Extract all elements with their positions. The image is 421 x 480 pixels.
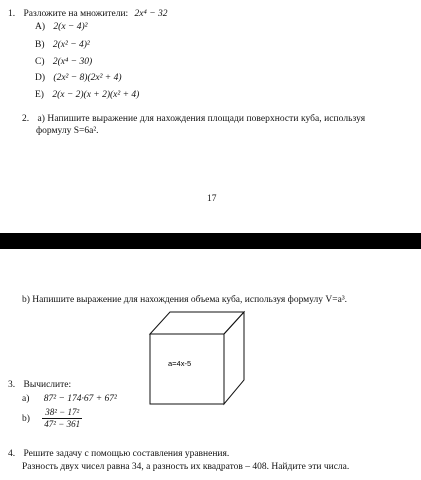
option-c-letter: C) xyxy=(35,57,45,67)
option-e-expression: 2(x − 2)(x + 2)(x² + 4) xyxy=(52,90,140,100)
option-b-expression: 2(x² − 4)² xyxy=(52,40,90,50)
problem-3b-fraction xyxy=(42,407,82,430)
problem-1-expression: 2x⁴ − 32 xyxy=(134,9,168,19)
cube-edge-label: a=4x-5 xyxy=(168,359,192,368)
problem-1-number: 1. xyxy=(8,9,16,19)
problem-3a-letter: a) xyxy=(22,394,30,404)
page-number: 17 xyxy=(207,194,217,204)
option-a-letter: A) xyxy=(35,22,46,32)
option-e-letter: E) xyxy=(35,90,44,100)
problem-2a xyxy=(22,113,365,125)
problem-4 xyxy=(8,448,229,460)
fraction-denominator: 47² − 361 xyxy=(44,419,81,429)
option-d-letter: D) xyxy=(35,73,46,83)
problem-3-text: Вычислите: xyxy=(23,380,72,390)
option-d-expression: (2x² − 8)(2x² + 4) xyxy=(53,73,122,83)
cube-figure xyxy=(148,308,248,406)
problem-3-number: 3. xyxy=(8,380,16,390)
problem-4-line2: Разность двух чисел равна 34, а разность их квадратов – 408. Найдите эти числа. xyxy=(22,462,350,472)
problem-3a-expression: 87² − 174·67 + 67² xyxy=(43,394,117,404)
option-c-expression: 2(x⁴ − 30) xyxy=(52,57,93,67)
problem-1 xyxy=(8,8,167,20)
option-c xyxy=(35,56,92,68)
problem-3b-letter: b) xyxy=(22,413,30,424)
option-a xyxy=(35,21,87,33)
cube-side-face xyxy=(224,312,244,404)
problem-2a-line2: формулу S=6a². xyxy=(36,126,99,136)
problem-4-number: 4. xyxy=(8,449,16,459)
problem-1-text: Разложите на множители: xyxy=(23,9,129,19)
problem-2b: b) Напишите выражение для нахождения объема куба, используя формулу V=a³. xyxy=(22,295,348,305)
option-b-letter: B) xyxy=(35,40,45,50)
option-d xyxy=(35,72,122,84)
option-b xyxy=(35,39,90,51)
problem-3a xyxy=(22,393,117,405)
problem-2a-line1: a) Напишите выражение для нахождения площади поверхности куба, используя xyxy=(37,114,366,124)
option-e xyxy=(35,89,139,101)
fraction-numerator: 38² − 17² xyxy=(42,407,82,419)
cube-front-face xyxy=(150,334,224,404)
problem-3b xyxy=(22,407,82,430)
page-break-band xyxy=(0,233,421,249)
option-a-expression: 2(x − 4)² xyxy=(53,22,88,32)
problem-4-line1: Решите задачу с помощью составления уравнения. xyxy=(23,449,230,459)
cube-top-face xyxy=(150,312,244,334)
problem-2-number: 2. xyxy=(22,114,30,124)
problem-3 xyxy=(8,379,71,391)
